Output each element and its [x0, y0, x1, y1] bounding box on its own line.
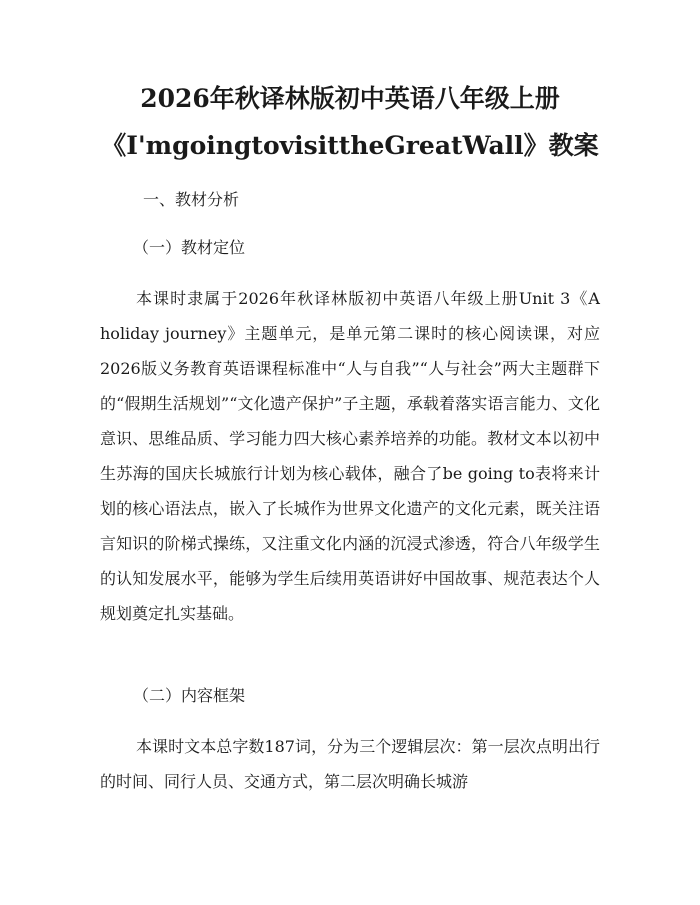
subsection-heading-content-framework: （二）内容框架	[133, 686, 246, 705]
paragraph-positioning: 本课时隶属于2026年秋译林版初中英语八年级上册Unit 3《A holiday journey》主题单元，是单元第二课时的核心阅读课，对应2026版义务教育英语课程标准中“人与自我”“人与社会”两大主题群下的“假期生活规划”“文化遗产保护”子主题，承载着落实语言能力、文化意识、思维品质、学习能力四大核心素养培养的功能。教材文本以初中生苏海的国庆长城旅行计划为核心载体，融合了be going to表将来计划的核心语法点，嵌入了长城作为世界文化遗产的文化元素，既关注语言知识的阶梯式操练，又注重文化内涵的沉浸式渗透，符合八年级学生的认知发展水平，能够为学生后续用英语讲好中国故事、规范表达个人规划奠定扎实基础。	[100, 289, 600, 623]
document-title-line-1: 2026年秋译林版初中英语八年级上册	[140, 84, 560, 113]
subsection-heading-positioning: （一）教材定位	[133, 238, 246, 257]
document-title-line-2: 《I'mgoingtovisittheGreatWall》教案	[101, 131, 599, 160]
section-heading-textbook-analysis: 一、教材分析	[143, 190, 240, 209]
paragraph-content-framework: 本课时文本总字数187词，分为三个逻辑层次：第一层次点明出行的时间、同行人员、交通方式，第二层次明确长城游	[100, 737, 600, 791]
